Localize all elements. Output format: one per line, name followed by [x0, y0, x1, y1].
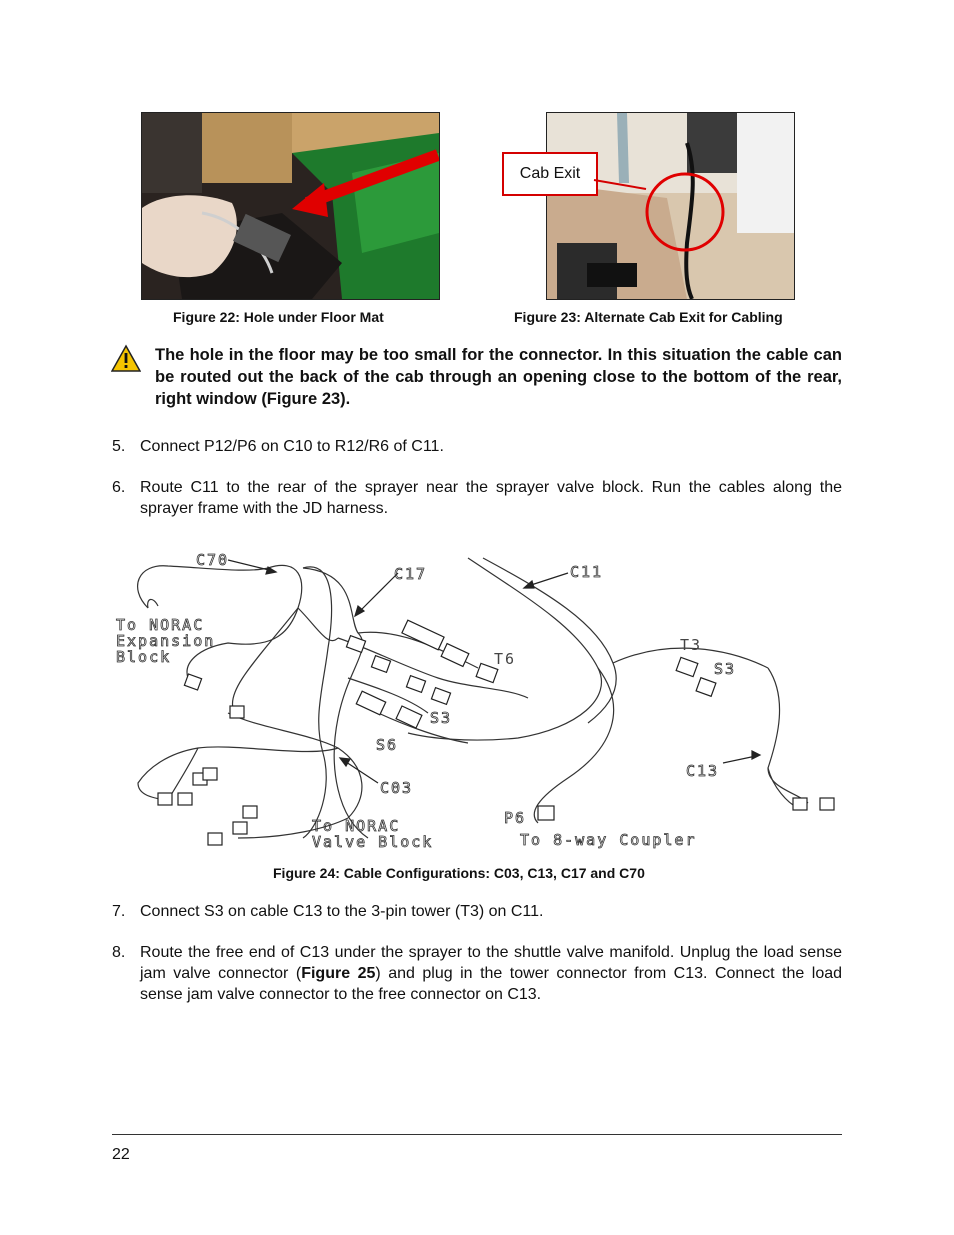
- warning-text: The hole in the floor may be too small for the connector. In this situation the cable can be routed out the back of the cab through an opening close to the bottom of the rear, right window (Figure 23).: [155, 346, 842, 408]
- figure-25-reference: Figure 25: [301, 965, 376, 982]
- label-t3: T3: [680, 636, 703, 654]
- step-number: 7.: [112, 903, 126, 920]
- step-6: [112, 477, 842, 519]
- label-c03: C03: [380, 779, 414, 797]
- figure-23-caption: Figure 23: Alternate Cab Exit for Cabling: [514, 309, 783, 325]
- step-text: Connect S3 on cable C13 to the 3-pin tower (T3) on C11.: [140, 903, 544, 920]
- label-c17: C17: [394, 565, 428, 583]
- footer-divider: [112, 1134, 842, 1135]
- label-c70: C70: [196, 551, 230, 569]
- step-5: [112, 436, 842, 457]
- step-text: [140, 942, 842, 1005]
- label-p6: P6: [504, 809, 527, 827]
- label-s3-mid: S3: [430, 709, 453, 727]
- figure-22-caption: Figure 22: Hole under Floor Mat: [173, 309, 384, 325]
- label-valve-line-2: Valve Block: [312, 833, 434, 851]
- label-coupler: To 8-way Coupler: [520, 831, 697, 849]
- label-expansion-line-1: To NORAC: [116, 616, 205, 634]
- figure-24-cable-diagram: [108, 538, 848, 858]
- step-7: [112, 901, 842, 922]
- callout-pointer: [0, 0, 954, 300]
- step-8: [112, 942, 842, 1005]
- step-text-part: Route the free end of C13 under the sprayer to the shuttle valve manifold. Unplug the load sense jam valve connector (: [140, 944, 842, 982]
- step-text-part: ) and plug in the tower connector from C13. Connect the load sense jam valve connector to the free connector on C13.: [140, 965, 843, 1003]
- step-text: Connect P12/P6 on C10 to R12/R6 of C11.: [140, 438, 444, 455]
- label-valve-line-1: To NORAC: [312, 817, 401, 835]
- figure-24-caption: Figure 24: Cable Configurations: C03, C13, C17 and C70: [273, 865, 645, 881]
- label-s6: S6: [376, 736, 399, 754]
- label-c11: C11: [570, 563, 604, 581]
- page-number: 22: [112, 1146, 130, 1163]
- label-c13: C13: [686, 762, 720, 780]
- step-number: 6.: [112, 479, 126, 496]
- warning-triangle-icon: [111, 344, 141, 374]
- label-t6: T6: [494, 650, 517, 668]
- warning-note: [111, 344, 842, 410]
- step-text: Route C11 to the rear of the sprayer near the sprayer valve block. Run the cables along the sprayer frame with the JD harness.: [140, 479, 842, 517]
- label-s3-right: S3: [714, 660, 737, 678]
- label-expansion-line-2: Expansion: [116, 632, 216, 650]
- step-number: 5.: [112, 438, 126, 455]
- step-number: 8.: [112, 944, 126, 961]
- cab-exit-callout: Cab Exit: [502, 152, 598, 196]
- label-expansion-line-3: Block: [116, 648, 172, 666]
